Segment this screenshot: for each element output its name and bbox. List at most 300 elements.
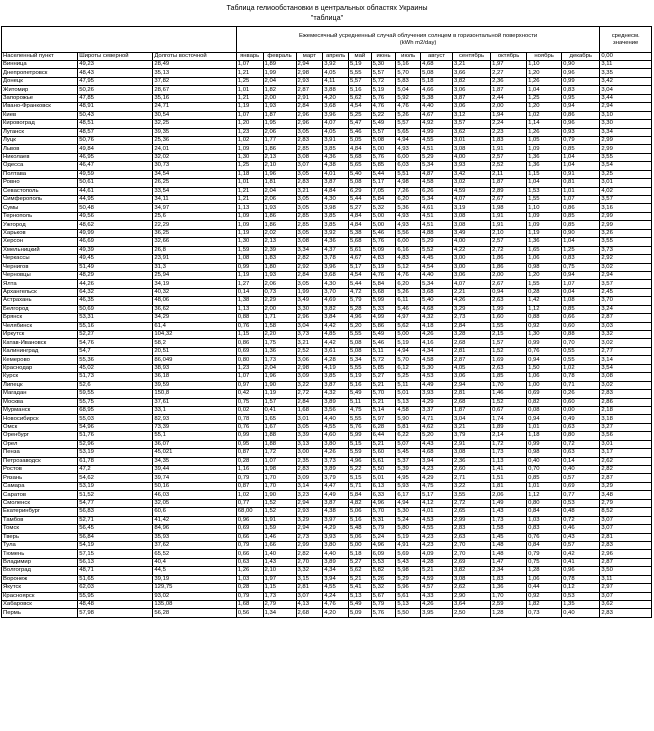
month-value-cell: 5,44 [349, 280, 372, 288]
month-value-cell: 1,08 [562, 297, 600, 305]
month-value-cell: 5,05 [349, 136, 372, 144]
month-value-cell: 2,63 [491, 297, 527, 305]
month-value-cell: 3,82 [323, 305, 349, 313]
month-value-cell: 5,50 [396, 609, 421, 617]
month-value-cell: 0,66 [236, 550, 263, 558]
month-value-cell: 5,19 [371, 263, 396, 271]
average-cell: 3,56 [600, 432, 652, 440]
month-value-cell: 3,04 [296, 322, 323, 330]
month-value-cell: 1,19 [236, 229, 263, 237]
month-value-cell: 3,21 [296, 339, 323, 347]
month-header: сентябрь [452, 53, 490, 61]
place-name-cell: Калининград [2, 347, 78, 355]
month-value-cell: 5,92 [396, 94, 421, 102]
month-value-cell: 5,19 [349, 373, 372, 381]
latitude-cell: 54,19 [78, 541, 153, 549]
place-name-cell: Воронеж [2, 575, 78, 583]
month-value-cell: 1,02 [236, 136, 263, 144]
longitude-cell: 86,049 [153, 356, 236, 364]
average-cell: 3,73 [600, 246, 652, 254]
table-row [2, 111, 652, 119]
latitude-cell: 46,35 [78, 297, 153, 305]
month-value-cell: 0,91 [562, 170, 600, 178]
table-row [2, 297, 652, 305]
month-value-cell: 0,75 [562, 263, 600, 271]
month-value-cell: 1,52 [491, 398, 527, 406]
month-value-cell: 4,87 [421, 170, 453, 178]
month-value-cell: 1,91 [491, 145, 527, 153]
month-value-cell: 5,49 [349, 601, 372, 609]
latitude-cell: 48,62 [78, 221, 153, 229]
average-cell: 2,77 [600, 347, 652, 355]
month-value-cell: 2,94 [452, 381, 490, 389]
month-value-cell: 0,55 [562, 356, 600, 364]
month-value-cell: 1,73 [491, 516, 527, 524]
month-value-cell: 1,03 [236, 575, 263, 583]
month-value-cell: 2,21 [452, 288, 490, 296]
month-value-cell: 4,18 [421, 322, 453, 330]
average-cell: 3,08 [600, 373, 652, 381]
month-value-cell: 0,88 [562, 331, 600, 339]
month-value-cell: 1,68 [296, 406, 323, 414]
average-cell: 2,94 [600, 271, 652, 279]
month-value-cell: 5,62 [396, 322, 421, 330]
average-cell: 3,02 [600, 339, 652, 347]
month-value-cell: 1,07 [236, 61, 263, 69]
month-value-cell: 5,85 [371, 162, 396, 170]
month-value-cell: 3,96 [323, 263, 349, 271]
latitude-cell: 49,84 [78, 145, 153, 153]
month-value-cell: 4,76 [371, 271, 396, 279]
month-value-cell: 1,06 [527, 255, 562, 263]
average-cell: 2,83 [600, 609, 652, 617]
place-name-cell: Петрозаводск [2, 457, 78, 465]
month-value-cell: 1,81 [263, 179, 296, 187]
average-cell: 3,07 [600, 525, 652, 533]
month-value-cell: 0,88 [236, 314, 263, 322]
month-value-cell: 3,82 [452, 567, 490, 575]
col-place-header: Населенный пункт [2, 53, 78, 61]
longitude-cell: 30,73 [153, 162, 236, 170]
month-value-cell: 2,11 [491, 170, 527, 178]
month-value-cell: 5,46 [371, 229, 396, 237]
month-value-cell: 5,34 [349, 356, 372, 364]
month-value-cell: 0,66 [236, 533, 263, 541]
month-value-cell: 3,93 [452, 162, 490, 170]
month-value-cell: 1,09 [236, 221, 263, 229]
table-row [2, 541, 652, 549]
month-value-cell: 5,08 [349, 179, 372, 187]
month-value-cell: 4,47 [323, 482, 349, 490]
month-value-cell: 0,75 [236, 398, 263, 406]
month-value-cell: 5,61 [371, 457, 396, 465]
month-value-cell: 3,06 [452, 271, 490, 279]
month-value-cell: 4,84 [349, 221, 372, 229]
table-row [2, 449, 652, 457]
month-value-cell: 5,70 [371, 508, 396, 516]
place-name-cell: Ивано-Франковск [2, 103, 78, 111]
longitude-cell: 45,021 [153, 449, 236, 457]
month-value-cell: 5,27 [349, 558, 372, 566]
longitude-cell: 28,49 [153, 61, 236, 69]
month-value-cell: 2,10 [263, 162, 296, 170]
latitude-cell: 44,61 [78, 187, 153, 195]
month-value-cell: 5,72 [371, 77, 396, 85]
place-name-cell: Тернополь [2, 212, 78, 220]
month-value-cell: 5,00 [396, 331, 421, 339]
month-value-cell: 5,84 [349, 491, 372, 499]
month-value-cell: 68,00 [236, 508, 263, 516]
place-name-cell: Томск [2, 525, 78, 533]
average-cell: 3,57 [600, 196, 652, 204]
latitude-cell: 50,76 [78, 136, 153, 144]
month-value-cell: 1,99 [491, 305, 527, 313]
month-value-cell: 5,97 [371, 415, 396, 423]
latitude-cell: 61,78 [78, 457, 153, 465]
month-value-cell: 1,04 [562, 153, 600, 161]
average-cell: 3,48 [600, 491, 652, 499]
month-value-cell: 5,28 [349, 305, 372, 313]
month-value-cell: 1,02 [527, 111, 562, 119]
longitude-cell: 61,4 [153, 322, 236, 330]
latitude-cell: 47,2 [78, 466, 153, 474]
month-value-cell: 5,41 [349, 584, 372, 592]
table-row [2, 69, 652, 77]
month-value-cell: 4,05 [323, 69, 349, 77]
longitude-cell: 26,25 [153, 179, 236, 187]
latitude-cell: 56,83 [78, 508, 153, 516]
table-row [2, 246, 652, 254]
month-value-cell: 0,04 [562, 288, 600, 296]
month-value-cell: 1,15 [263, 584, 296, 592]
month-value-cell: 5,56 [396, 229, 421, 237]
month-value-cell: 2,39 [263, 246, 296, 254]
month-value-cell: 3,84 [323, 314, 349, 322]
table-row [2, 508, 652, 516]
place-name-cell: Кировоград [2, 120, 78, 128]
latitude-cell: 48,51 [78, 120, 153, 128]
month-value-cell: 5,99 [349, 432, 372, 440]
month-value-cell: 1,21 [236, 187, 263, 195]
month-value-cell: 1,01 [527, 482, 562, 490]
month-value-cell: 1,25 [562, 246, 600, 254]
month-value-cell: 3,82 [452, 77, 490, 85]
month-value-cell: 4,60 [323, 432, 349, 440]
month-value-cell: 1,19 [527, 229, 562, 237]
month-value-cell: 1,87 [452, 406, 490, 414]
month-value-cell: 3,32 [296, 567, 323, 575]
month-value-cell: 2,24 [491, 120, 527, 128]
latitude-cell: 52,6 [78, 381, 153, 389]
month-value-cell: 5,47 [349, 120, 372, 128]
longitude-cell: 104,32 [153, 331, 236, 339]
month-value-cell: 5,48 [349, 525, 372, 533]
month-value-cell: 5,79 [371, 525, 396, 533]
month-value-cell: 1,65 [527, 246, 562, 254]
month-value-cell: 2,87 [452, 356, 490, 364]
month-value-cell: 1,36 [527, 162, 562, 170]
month-value-cell: 0,96 [562, 567, 600, 575]
month-value-cell: 5,79 [371, 601, 396, 609]
month-value-cell: 6,20 [396, 196, 421, 204]
month-value-cell: 5,22 [371, 111, 396, 119]
average-cell: 2,99 [600, 212, 652, 220]
place-name-cell: Смоленск [2, 499, 78, 507]
month-value-cell: 0,02 [236, 406, 263, 414]
month-value-cell: 3,02 [452, 179, 490, 187]
month-value-cell: 0,92 [527, 592, 562, 600]
longitude-cell: 129,75 [153, 584, 236, 592]
month-value-cell: 5,76 [349, 423, 372, 431]
month-value-cell: 6,26 [421, 187, 453, 195]
month-value-cell: 4,94 [396, 347, 421, 355]
month-value-cell: 0,85 [562, 145, 600, 153]
month-value-cell: 1,05 [527, 136, 562, 144]
month-value-cell: 1,07 [236, 111, 263, 119]
month-value-cell: 4,97 [396, 314, 421, 322]
month-value-cell: 6,16 [396, 246, 421, 254]
month-value-cell: 2,73 [452, 314, 490, 322]
header-blank [2, 27, 237, 53]
latitude-cell: 54,7 [78, 347, 153, 355]
latitude-cell: 52,71 [78, 516, 153, 524]
month-value-cell: 3,49 [296, 297, 323, 305]
month-value-cell: 4,68 [421, 61, 453, 69]
month-value-cell: 1,55 [527, 196, 562, 204]
month-value-cell: 4,22 [452, 246, 490, 254]
month-value-cell: 5,68 [349, 153, 372, 161]
longitude-cell: 36,18 [153, 373, 236, 381]
month-value-cell: 2,73 [296, 533, 323, 541]
month-value-cell: 4,54 [349, 103, 372, 111]
longitude-cell: 30,54 [153, 111, 236, 119]
month-value-cell: 2,81 [452, 347, 490, 355]
month-value-cell: 1,09 [527, 145, 562, 153]
month-value-cell: 1,36 [263, 347, 296, 355]
month-value-cell: 3,64 [452, 601, 490, 609]
month-value-cell: 2,50 [452, 609, 490, 617]
month-value-cell: 2,98 [296, 364, 323, 372]
table-row [2, 466, 652, 474]
month-value-cell: 2,98 [296, 69, 323, 77]
month-value-cell: 3,22 [296, 381, 323, 389]
month-value-cell: 0,94 [527, 356, 562, 364]
place-name-cell: Пенза [2, 449, 78, 457]
place-name-cell: Рязань [2, 474, 78, 482]
latitude-cell: 53,31 [78, 314, 153, 322]
place-name-cell: Симферополь [2, 196, 78, 204]
month-value-cell: 4,24 [323, 592, 349, 600]
place-name-cell: Киев [2, 111, 78, 119]
longitude-cell: 58,2 [153, 339, 236, 347]
month-value-cell: 1,82 [527, 601, 562, 609]
place-name-cell: Тверь [2, 533, 78, 541]
table-row [2, 364, 652, 372]
month-value-cell: 2,68 [296, 609, 323, 617]
month-value-cell: 0,77 [236, 499, 263, 507]
month-value-cell: 3,49 [452, 229, 490, 237]
place-name-cell: Львов [2, 145, 78, 153]
latitude-cell: 51,76 [78, 432, 153, 440]
month-value-cell: 3,05 [296, 229, 323, 237]
month-value-cell: 2,83 [452, 525, 490, 533]
month-value-cell: 3,15 [296, 575, 323, 583]
month-value-cell: 0,80 [236, 356, 263, 364]
month-value-cell: 2,93 [296, 508, 323, 516]
month-value-cell: 0,55 [562, 347, 600, 355]
month-value-cell: 1,19 [236, 271, 263, 279]
month-value-cell: 5,08 [349, 347, 372, 355]
month-value-cell: 5,43 [396, 558, 421, 566]
month-value-cell: 4,84 [349, 145, 372, 153]
month-value-cell: 3,00 [452, 263, 490, 271]
month-value-cell: 1,86 [263, 221, 296, 229]
month-value-cell: 4,66 [421, 86, 453, 94]
longitude-cell: 41,42 [153, 516, 236, 524]
average-cell: 3,42 [600, 77, 652, 85]
month-value-cell: 5,49 [349, 390, 372, 398]
month-value-cell: 5,70 [396, 69, 421, 77]
month-value-cell: 1,25 [236, 77, 263, 85]
latitude-cell: 48,57 [78, 128, 153, 136]
longitude-cell: 22,29 [153, 221, 236, 229]
table-row [2, 153, 652, 161]
month-value-cell: 4,49 [323, 491, 349, 499]
month-value-cell: 3,89 [323, 398, 349, 406]
month-value-cell: 4,67 [349, 255, 372, 263]
place-name-cell: Самара [2, 482, 78, 490]
month-value-cell: 6,17 [396, 491, 421, 499]
place-name-cell: Якутск [2, 584, 78, 592]
month-value-cell: 3,92 [323, 61, 349, 69]
month-value-cell: 0,88 [527, 314, 562, 322]
month-value-cell: 4,05 [323, 128, 349, 136]
latitude-cell: 57,98 [78, 609, 153, 617]
month-value-cell: 5,21 [349, 575, 372, 583]
month-value-cell: 4,28 [323, 356, 349, 364]
month-value-cell: 4,20 [323, 609, 349, 617]
month-value-cell: 4,68 [421, 449, 453, 457]
month-value-cell: 1,34 [263, 609, 296, 617]
month-value-cell: 5,82 [371, 567, 396, 575]
table-row [2, 179, 652, 187]
month-value-cell: 5,67 [371, 592, 396, 600]
month-value-cell: 0,94 [562, 271, 600, 279]
average-cell: 3,02 [600, 263, 652, 271]
month-value-cell: 5,49 [371, 331, 396, 339]
month-value-cell: 3,05 [296, 196, 323, 204]
month-value-cell: 3,07 [296, 592, 323, 600]
month-value-cell: 3,79 [323, 474, 349, 482]
month-value-cell: 1,52 [263, 508, 296, 516]
month-value-cell: 2,57 [491, 238, 527, 246]
month-value-cell: 1,13 [236, 305, 263, 313]
month-value-cell: 0,28 [527, 288, 562, 296]
month-value-cell: 0,42 [562, 550, 600, 558]
month-value-cell: 5,00 [371, 145, 396, 153]
month-value-cell: 4,42 [323, 339, 349, 347]
month-value-cell: 1,71 [263, 314, 296, 322]
longitude-cell: 84,96 [153, 525, 236, 533]
month-value-cell: 4,61 [421, 204, 453, 212]
month-value-cell: 1,25 [236, 162, 263, 170]
month-value-cell: 5,26 [396, 111, 421, 119]
month-value-cell: 1,38 [236, 297, 263, 305]
month-value-cell: 3,09 [296, 373, 323, 381]
month-value-cell: 4,99 [371, 314, 396, 322]
longitude-cell: 20,51 [153, 347, 236, 355]
month-value-cell: 0,56 [236, 609, 263, 617]
table-row [2, 347, 652, 355]
month-value-cell: 0,99 [562, 77, 600, 85]
month-value-cell: 5,16 [349, 86, 372, 94]
table-row [2, 145, 652, 153]
month-value-cell: 2,04 [263, 187, 296, 195]
month-value-cell: 3,96 [323, 111, 349, 119]
month-value-cell: 0,94 [491, 288, 527, 296]
month-value-cell: 3,80 [323, 541, 349, 549]
month-value-cell: 0,78 [562, 575, 600, 583]
month-value-cell: 1,46 [263, 533, 296, 541]
month-value-cell: 0,78 [236, 415, 263, 423]
average-cell: 3,16 [600, 204, 652, 212]
month-value-cell: 5,11 [349, 398, 372, 406]
month-value-cell: 6,22 [396, 432, 421, 440]
month-value-cell: 3,12 [452, 111, 490, 119]
month-value-cell: 2,60 [452, 466, 490, 474]
month-value-cell: 0,76 [236, 322, 263, 330]
month-value-cell: 3,00 [452, 255, 490, 263]
month-value-cell: 6,44 [371, 432, 396, 440]
month-value-cell: 3,85 [323, 145, 349, 153]
month-value-cell: 4,51 [421, 145, 453, 153]
average-cell: 2,99 [600, 221, 652, 229]
month-value-cell: 4,53 [421, 373, 453, 381]
month-value-cell: 3,06 [452, 373, 490, 381]
latitude-cell: 52,27 [78, 331, 153, 339]
month-value-cell: 0,57 [562, 541, 600, 549]
month-value-cell: 0,83 [562, 255, 600, 263]
place-name-cell: Мурманск [2, 406, 78, 414]
month-value-cell: 0,53 [562, 592, 600, 600]
latitude-cell: 64,32 [78, 288, 153, 296]
place-name-cell: Катав-Ивановск [2, 339, 78, 347]
month-value-cell: 5,15 [349, 440, 372, 448]
month-value-cell: 0,72 [562, 440, 600, 448]
month-value-cell: 0,98 [527, 449, 562, 457]
month-value-cell: 1,47 [491, 558, 527, 566]
table-row [2, 103, 652, 111]
month-value-cell: 4,96 [371, 499, 396, 507]
table-row [2, 288, 652, 296]
average-cell: 2,87 [600, 314, 652, 322]
month-value-cell: 5,21 [371, 440, 396, 448]
month-value-cell: 3,87 [323, 179, 349, 187]
longitude-cell: 39,19 [153, 575, 236, 583]
month-value-cell: 2,70 [452, 541, 490, 549]
month-value-cell: 4,00 [452, 238, 490, 246]
month-value-cell: 5,90 [396, 415, 421, 423]
table-row [2, 77, 652, 85]
month-value-cell: 1,81 [491, 482, 527, 490]
month-value-cell: 1,20 [527, 69, 562, 77]
latitude-cell: 51,65 [78, 575, 153, 583]
month-value-cell: 0,80 [527, 499, 562, 507]
place-name-cell: Донецк [2, 77, 78, 85]
month-value-cell: 1,95 [263, 120, 296, 128]
month-value-cell: 4,58 [396, 406, 421, 414]
table-row [2, 584, 652, 592]
